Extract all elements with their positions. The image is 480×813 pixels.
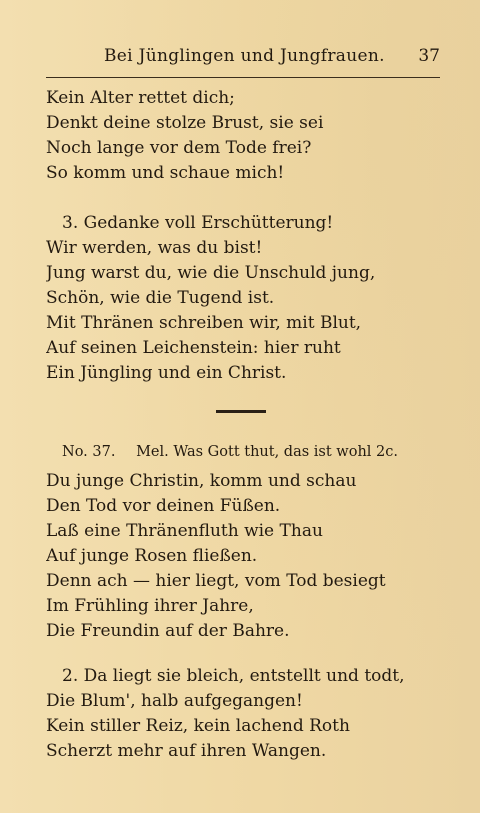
running-head — [46, 46, 440, 72]
stanza-3 — [46, 211, 440, 386]
verse-line: Schön, wie die Tugend ist. — [46, 288, 275, 308]
verse-line: Im Frühling ihrer Jahre, — [46, 596, 254, 616]
verse-line: Noch lange vor dem Tode frei? — [46, 138, 312, 158]
verse-line: Du junge Christin, komm und schau — [46, 471, 357, 491]
melody-reference: Mel. Was Gott thut, das ist wohl 2c. — [136, 444, 398, 460]
verse-line: Mit Thränen schreiben wir, mit Blut, — [46, 313, 362, 333]
verse-line: Kein stiller Reiz, kein lachend Roth — [46, 716, 350, 736]
verse-line: Kein Alter rettet dich; — [46, 88, 235, 108]
verse-line: So komm und schaue mich! — [46, 163, 285, 183]
verse-line: Wir werden, was du bist! — [46, 238, 263, 258]
stanza-37-2 — [46, 664, 440, 764]
hymn-heading — [62, 440, 442, 465]
stanza-37-1 — [46, 469, 440, 644]
verse-line: Denkt deine stolze Brust, sie sei — [46, 113, 324, 133]
verse-line: Auf junge Rosen fließen. — [46, 546, 258, 566]
verse-line: Denn ach — hier liegt, vom Tod besiegt — [46, 571, 386, 591]
verse-line: Scherzt mehr auf ihren Wangen. — [46, 741, 327, 761]
verse-line: Die Blum', halb aufgegangen! — [46, 691, 303, 711]
verse-line: Ein Jüngling und ein Christ. — [46, 363, 287, 383]
header-rule — [46, 77, 440, 78]
verse-line: Den Tod vor deinen Füßen. — [46, 496, 281, 516]
section-divider — [216, 410, 266, 413]
verse-line: Die Freundin auf der Bahre. — [46, 621, 290, 641]
page-number: 37 — [418, 46, 440, 66]
verse-line: Laß eine Thränenfluth wie Thau — [46, 521, 323, 541]
stanza-continued — [46, 86, 440, 186]
running-title: Bei Jünglingen und Jungfrauen. — [104, 46, 385, 66]
verse-line: Auf seinen Leichenstein: hier ruht — [46, 338, 341, 358]
hymn-number: No. 37. — [62, 444, 116, 460]
verse-line-numbered: 3. Gedanke voll Erschütterung! — [62, 213, 334, 233]
verse-line: Jung warst du, wie die Unschuld jung, — [46, 263, 376, 283]
verse-line-numbered: 2. Da liegt sie bleich, entstellt und todt, — [62, 666, 405, 686]
